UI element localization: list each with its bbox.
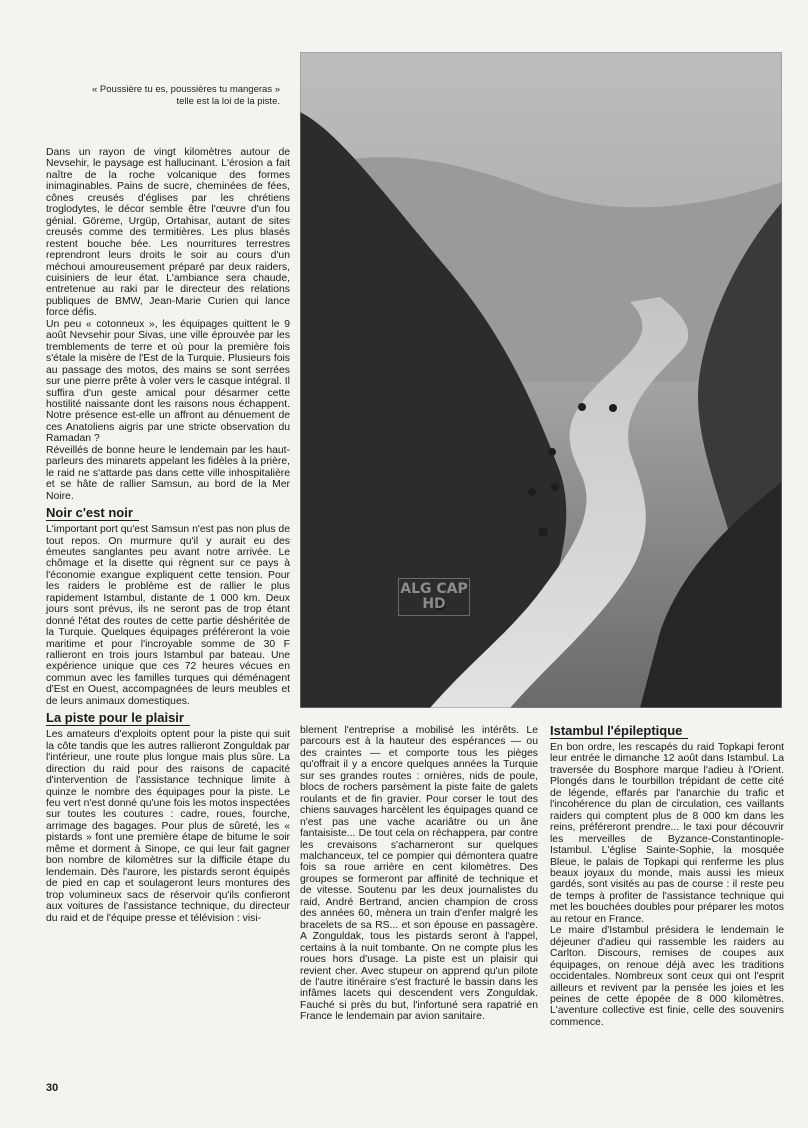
paragraph: En bon ordre, les rescapés du raid Topkapi feront leur entrée le dimanche 12 août dans Istambul. La traversée du Bosphore marque l'adieu à l'Orient. Plongés dans le tourbillon trépidant de cette cité de légende, effarés par l'anarchie du trafic et l'incohérence du plan de circulation, ces vaillants raiders qui comptent plus de 8 000 km dans les reins, préféreront prendre... le taxi pour découvrir les merveilles de Byzance-Constantinople-Istambul. L'église Sainte-Sophie, la mosquée Bleue, le palais de Topkapi qui renferme les plus beaux joyaux du monde, mais aussi les mieux gardés, sont visités au pas de course : il reste peu de temps à profiter de l'assistance technique qui met les bouchées doubles pour préparer les motos au retour en France. xyxy=(550,742,784,925)
photo-illustration xyxy=(300,52,782,708)
watermark: ALG CAP HD xyxy=(398,578,470,616)
paragraph: Le maire d'Istambul présidera le lendemain le déjeuner d'adieu qui rassemble les raiders au Carlton. Discours, remises de coupes aux équipages, on renoue déjà avec les traditions occidentales. Nombreux sont ceux qui ont l'esprit ailleurs et revivent par la pensée les joies et les peines de cette épopée de 8 000 kilomètres. L'aventure collective est finie, celle des souvenirs commence. xyxy=(550,925,784,1028)
paragraph: Les amateurs d'exploits optent pour la piste qui suit la côte tandis que les autres rallieront Zonguldak par l'intérieur, une route plus longue mais plus sûre. La direction du raid pour des raisons de capacité d'intervention de l'assistance technique limite à quinze le nombre des équipages pour la piste. Le feu vert n'est donné qu'une fois les motos inspectées sur toutes les coutures : cadre, roues, fourche, arrimage des bagages. Pour plus de sûreté, les « pistards » font une première étape de bitume le soir même et dorment à Sinope, ce qui leur fait gagner bon nombre de kilomètres sur la difficile étape du lendemain. Dès l'aurore, les pistards seront équipés de pied en cap et soulageront leurs montures des trop volumineux sacs de réservoir qu'ils confieront aux voitures de l'assistance technique, du directeur du raid et de l'équipe presse et télévision : visi- xyxy=(46,729,290,924)
text-column-2 xyxy=(300,725,538,1023)
section-heading-piste: La piste pour le plaisir xyxy=(46,710,190,726)
paragraph: Dans un rayon de vingt kilomètres autour de Nevsehir, le paysage est hallucinant. L'érosion a fait naître de la roche volcanique des formes inimaginables. Pains de sucre, cheminées de fées, cônes creusés d'églises par les chrétiens troglodytes, le décor semble être l'œuvre d'un fou génial. Göreme, Urgüp, Ortahisar, autant de sites creusés comme des termitières. Les plus blasés restent bouche bée. Les nourritures terrestres reprendront leurs droits le soir au cours d'un méchoui amoureusement préparé par deux raiders, cuisiniers de leur état. L'ambiance sera chaude, entretenue au raki par le directeur des relations publiques de BMW, Jean-Marie Curien qui lance force défis. xyxy=(46,147,290,319)
page-number: 30 xyxy=(46,1082,59,1094)
text-column-3 xyxy=(550,720,784,1028)
text-column-1 xyxy=(46,147,290,924)
photo-caption xyxy=(60,84,280,108)
paragraph: Un peu « cotonneux », les équipages quittent le 9 août Nevsehir pour Sivas, une ville éprouvée par les tremblements de terre et où pour la première fois s'étale la misère de l'Est de la Turquie. Plusieurs fois au passage des motos, des mains se sont serrées sur une pierre prête à voler vers le casque intégral. Il suffira d'un geste amical pour désarmer cette hostilité naissante dont les raisons nous échappent. Notre présence est-elle un affront au dénuement de ces Anatoliens aigris par une stricte observation du Ramadan ? xyxy=(46,318,290,445)
paragraph: Réveillés de bonne heure le lendemain par les haut-parleurs des minarets appelant les fidèles à la prière, le raid ne s'attarde pas dans cette ville inhospitalière et se hâte de rallier Samsun, au bord de la Mer Noire. xyxy=(46,444,290,502)
caption-line-2: telle est la loi de la piste. xyxy=(176,96,280,107)
section-heading-istambul: Istambul l'épileptique xyxy=(550,723,688,739)
section-heading-noir: Noir c'est noir xyxy=(46,505,139,521)
paragraph: blement l'entreprise a mobilisé les intérêts. Le parcours est à la hauteur des espérances — ou des craintes — et comporte tous les pièges qu'offrait il y a encore quelques années la Turquie sur ses grandes routes : ornières, nids de poule, blocs de rochers parsèment la piste faite de galets roulants et de fin gravier. Pour corser le tout des chiens sauvages harcèlent les équipages quand ce n'est pas une vache acariâtre ou un âne fantaisiste... De tout cela on réchappera, par contre les crevaisons s'acharneront sur quelques malchanceux, tel ce pompier qui démontera quatre fois sa roue arrière en cent kilomètres. Des groupes se formeront par affinité de technique et de vitesse. Soutenu par les deux journalistes du raid, André Bertrand, ancien champion de cross des années 60, mènera un train d'enfer malgré les bracelets de sa RS... et son épouse en passagère. A Zonguldak, tous les pistards seront à l'appel, certains à la nuit tombante. On ne compte plus les roues hors d'usage. La piste est un plaisir qui revient cher. Avec stupeur on apprend qu'un pilote de l'autre itinéraire s'est fracturé le bassin dans les infâmes lacets qui descendent vers Zonguldak. Fauché si près du but, l'infortuné sera rapatrié en France le lendemain par avion sanitaire. xyxy=(300,725,538,1023)
caption-line-1: « Poussière tu es, poussières tu mangeras » xyxy=(92,84,280,95)
photo-motorcycles-on-dirt-road xyxy=(300,52,782,708)
paragraph: L'important port qu'est Samsun n'est pas non plus de tout repos. On murmure qu'il y aurait eu des émeutes sanglantes peu avant notre arrivée. Le chômage et la disette qui règnent sur ce pays à l'économie exangue expliquent cette tension. Pour les raiders le problème est de rallier le plus rapidement Istambul, distante de 1 000 km. Deux jours sont prévus, ils ne seront pas de trop étant donné l'état des routes de cette partie déshéritée de la Turquie. Quelques équipages préféreront la voie maritime et pour l'incroyable somme de 30 F rallieront en trois jours Istambul par bateau. Une expérience unique que ces 72 heures vécues en commun avec les familles turques qui déménagent d'Est en Ouest, accompagnées de leurs meubles et de leurs animaux domestiques. xyxy=(46,524,290,707)
